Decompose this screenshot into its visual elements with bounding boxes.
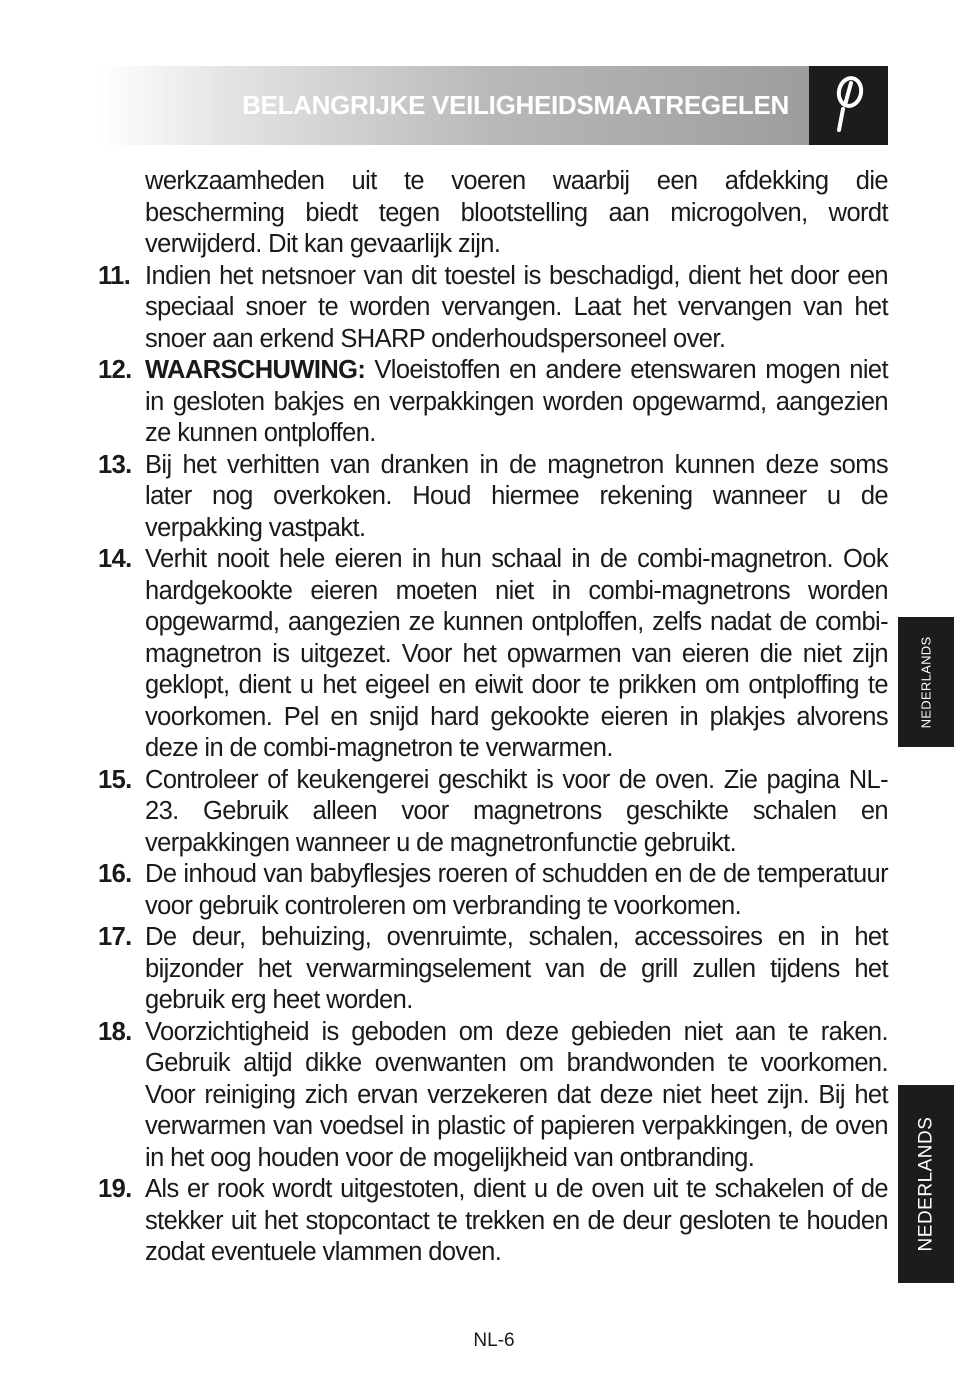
list-item — [98, 355, 888, 450]
list-item — [98, 261, 888, 356]
item-text — [145, 544, 888, 765]
list-item — [98, 544, 888, 765]
item-body: Vloeistoffen en andere etenswaren mogen niet in gesloten bakjes en verpakkingen worden opgewarmd, aangezien ze kunnen ontploffen. — [145, 356, 888, 447]
item-body: Controleer of keukengerei geschikt is voor de oven. Zie pagina NL-23. Gebruik alleen voor magnetrons geschikte schalen en verpakkingen wanneer u de magnetronfunctie gebruikt. — [145, 765, 888, 857]
item-number: 16. — [98, 860, 132, 888]
header-bar — [98, 66, 809, 145]
item-text — [145, 922, 888, 1017]
page-number: NL-6 — [473, 1330, 515, 1351]
item-number: 12. — [98, 356, 132, 384]
exclamation-icon — [831, 75, 867, 137]
item-body: Indien het netsnoer van dit toestel is beschadigd, dient het door een speciaal snoer te worden vervangen. Laat het vervangen van het snoer aan erkend SHARP onderhoudspersoneel over. — [145, 261, 888, 353]
item-body: De inhoud van babyflesjes roeren of schudden en de de temperatuur voor gebruik controleren om verbranding te voorkomen. — [145, 860, 888, 920]
item-body: Bij het verhitten van dranken in de magnetron kunnen deze soms later nog overkoken. Houd hiermee rekening wanneer u de verpakking vastpakt. — [145, 450, 888, 542]
item-text — [145, 450, 888, 545]
item-text — [145, 261, 888, 356]
list-item — [98, 450, 888, 545]
instruction-list — [98, 261, 888, 1269]
list-item — [98, 1017, 888, 1175]
warning-badge — [809, 66, 888, 145]
section-title: BELANGRIJKE VEILIGHEIDSMAATREGELEN — [242, 90, 789, 120]
item-body: Als er rook wordt uitgestoten, dient u de oven uit te schakelen of de stekker uit het stopcontact te trekken en de deur gesloten te houden zodat eventuele vlammen doven. — [145, 1175, 888, 1266]
item-number: 19. — [98, 1175, 132, 1203]
item-text — [145, 765, 888, 860]
item-number: 18. — [98, 1017, 132, 1046]
language-tab-small — [898, 617, 954, 747]
language-tab — [898, 1085, 954, 1283]
list-item — [98, 922, 888, 1017]
intro-paragraph: werkzaamheden uit te voeren waarbij een afdekking die bescherming biedt tegen blootstelling aan microgolven, wordt verwijderd. Dit kan gevaarlijk zijn. — [145, 167, 888, 258]
section-header — [98, 66, 888, 145]
item-text — [145, 859, 888, 922]
item-text — [145, 1174, 888, 1269]
item-number: 15. — [98, 765, 132, 794]
item-body: Verhit nooit hele eieren in hun schaal in de combi-magnetron. Ook hardgekookte eieren moeten niet in combi-magnetrons worden opgewarmd, aangezien ze kunnen ontploffen, zelfs nadat de combi-magnetron is uitgezet. Voor het opwarmen van eieren die niet zijn geklopt, dient u het eigeel en eiwit door te prikken om ontploffing te voorkomen. Pel en snijd hard gekookte eieren in plakjes alvorens deze in de combi-magnetron te verwarmen. — [145, 545, 888, 762]
item-body: Voorzichtigheid is geboden om deze gebieden niet aan te raken. Gebruik altijd dikke ovenwanten om brandwonden te voorkomen. Voor reiniging zich ervan verzekeren dat deze niet heet zijn. Bij het verwarmen van voedsel in plastic of papieren verpakkingen, de oven in het oog houden voor de mogelijkheid van ontbranding. — [145, 1017, 888, 1172]
language-label-small: NEDERLANDS — [918, 636, 934, 728]
item-number: 14. — [98, 545, 132, 573]
list-item — [98, 765, 888, 860]
list-item — [98, 1174, 888, 1269]
safety-instructions — [98, 166, 888, 1269]
item-number: 13. — [98, 450, 132, 479]
warning-label: WAARSCHUWING: — [145, 356, 366, 384]
item-text — [145, 355, 888, 450]
item-number: 11. — [98, 261, 131, 290]
item-text — [145, 1017, 888, 1175]
language-label: NEDERLANDS — [915, 1116, 936, 1252]
list-item — [98, 859, 888, 922]
item-number: 17. — [98, 923, 132, 951]
item-body: De deur, behuizing, ovenruimte, schalen, accessoires en in het bijzonder het verwarmingselement van de grill zullen tijdens het gebruik erg heet worden. — [145, 923, 888, 1014]
